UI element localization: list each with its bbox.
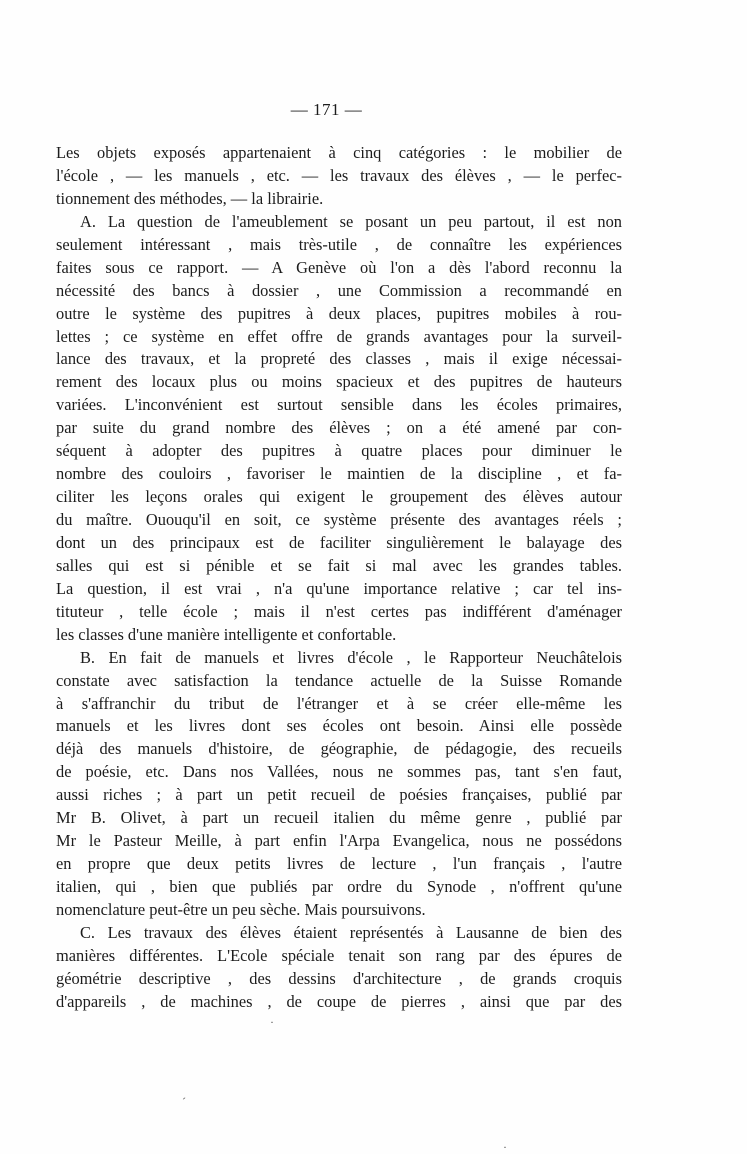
page-number: — 171 — <box>290 100 363 119</box>
text-line: séquent à adopter des pupitres à quatre places pour diminuer le <box>56 441 622 461</box>
text-line: nomenclature peut-être un peu sèche. Mais poursuivons. <box>56 899 426 919</box>
text-line: lettes ; ce système en effet offre de grands avantages pour la surveil- <box>56 326 622 346</box>
text-line: manières différentes. L'Ecole spéciale tenait son rang par des épures de <box>56 945 622 965</box>
text-line: en propre que deux petits livres de lecture , l'un français , l'autre <box>56 854 622 874</box>
text-line: Les objets exposés appartenaient à cinq catégories : le mobilier de <box>56 143 622 162</box>
body-text <box>56 142 622 1014</box>
text-line: salles qui est si pénible et se fait si mal avec les grandes tables. <box>56 555 622 575</box>
text-line: tituteur , telle école ; mais il n'est certes pas indifférent d'aménager <box>56 601 622 621</box>
text-line: italien, qui , bien que publiés par ordre du Synode , n'offrent qu'une <box>56 877 622 896</box>
text-line: nécessité des bancs à dossier , une Commission a recommandé en <box>56 280 622 300</box>
text-line: tionnement des méthodes, — la librairie. <box>56 188 324 208</box>
text-line: d'appareils , de machines , de coupe de pierres , ainsi que par des <box>56 991 622 1011</box>
text-line: à s'affranchir du tribut de l'étranger et à se créer elle-même les <box>56 693 622 713</box>
text-line: Mr le Pasteur Meille, à part enfin l'Arpa Evangelica, nous ne possédons <box>56 831 622 851</box>
text-line: de poésie, etc. Dans nos Vallées, nous ne sommes pas, tant s'en faut, <box>56 762 622 782</box>
text-line: outre le système des pupitres à deux places, pupitres mobiles à rou- <box>56 303 622 323</box>
text-line: C. Les travaux des élèves étaient représentés à Lausanne de bien des <box>80 922 622 942</box>
text-line: variées. L'inconvénient est surtout sensible dans les écoles primaires, <box>56 395 622 415</box>
text-line: Mr B. Olivet, à part un recueil italien du même genre , publié par <box>56 808 622 828</box>
text-line: déjà des manuels d'histoire, de géographie, de pédagogie, des recueils <box>56 739 622 759</box>
text-line: A. La question de l'ameublement se posant un peu partout, il est non <box>80 211 622 231</box>
scan-speck: · <box>503 1140 507 1154</box>
text-line: La question, il est vrai , n'a qu'une importance relative ; car tel ins- <box>56 578 622 598</box>
text-line: lance des travaux, et la propreté des classes , mais il exige nécessai- <box>56 349 622 369</box>
text-line: manuels et les livres dont ses écoles ont besoin. Ainsi elle possède <box>56 716 622 736</box>
text-line: par suite du grand nombre des élèves ; on a été amené par con- <box>56 418 622 438</box>
text-line: l'école , — les manuels , etc. — les travaux des élèves , — le perfec- <box>56 165 622 185</box>
scan-speck: ´ <box>182 1095 186 1109</box>
text-line: dont un des principaux est de faciliter singulièrement le balayage des <box>56 532 622 552</box>
text-line: seulement intéressant , mais très-utile , de connaître les expériences <box>56 234 622 254</box>
scan-speck: · <box>270 1015 274 1029</box>
text-line: nombre des couloirs , favoriser le maintien de la discipline , et fa- <box>56 464 622 484</box>
text-line: faites sous ce rapport. — A Genève où l'on a dès l'abord reconnu la <box>56 257 622 277</box>
text-line: géométrie descriptive , des dessins d'architecture , de grands croquis <box>56 968 622 988</box>
text-line: les classes d'une manière intelligente et confortable. <box>56 624 397 644</box>
text-line: aussi riches ; à part un petit recueil de poésies françaises, publié par <box>56 785 622 805</box>
text-line: ciliter les leçons orales qui exigent le groupement des élèves autour <box>56 487 622 507</box>
text-line: rement des locaux plus ou moins spacieux et des pupitres de hauteurs <box>56 372 622 392</box>
text-line: constate avec satisfaction la tendance actuelle de la Suisse Romande <box>56 670 622 690</box>
text-line: B. En fait de manuels et livres d'école , le Rapporteur Neuchâtelois <box>80 647 622 667</box>
text-line: du maître. Ououqu'il en soit, ce système présente des avantages réels ; <box>56 510 622 529</box>
